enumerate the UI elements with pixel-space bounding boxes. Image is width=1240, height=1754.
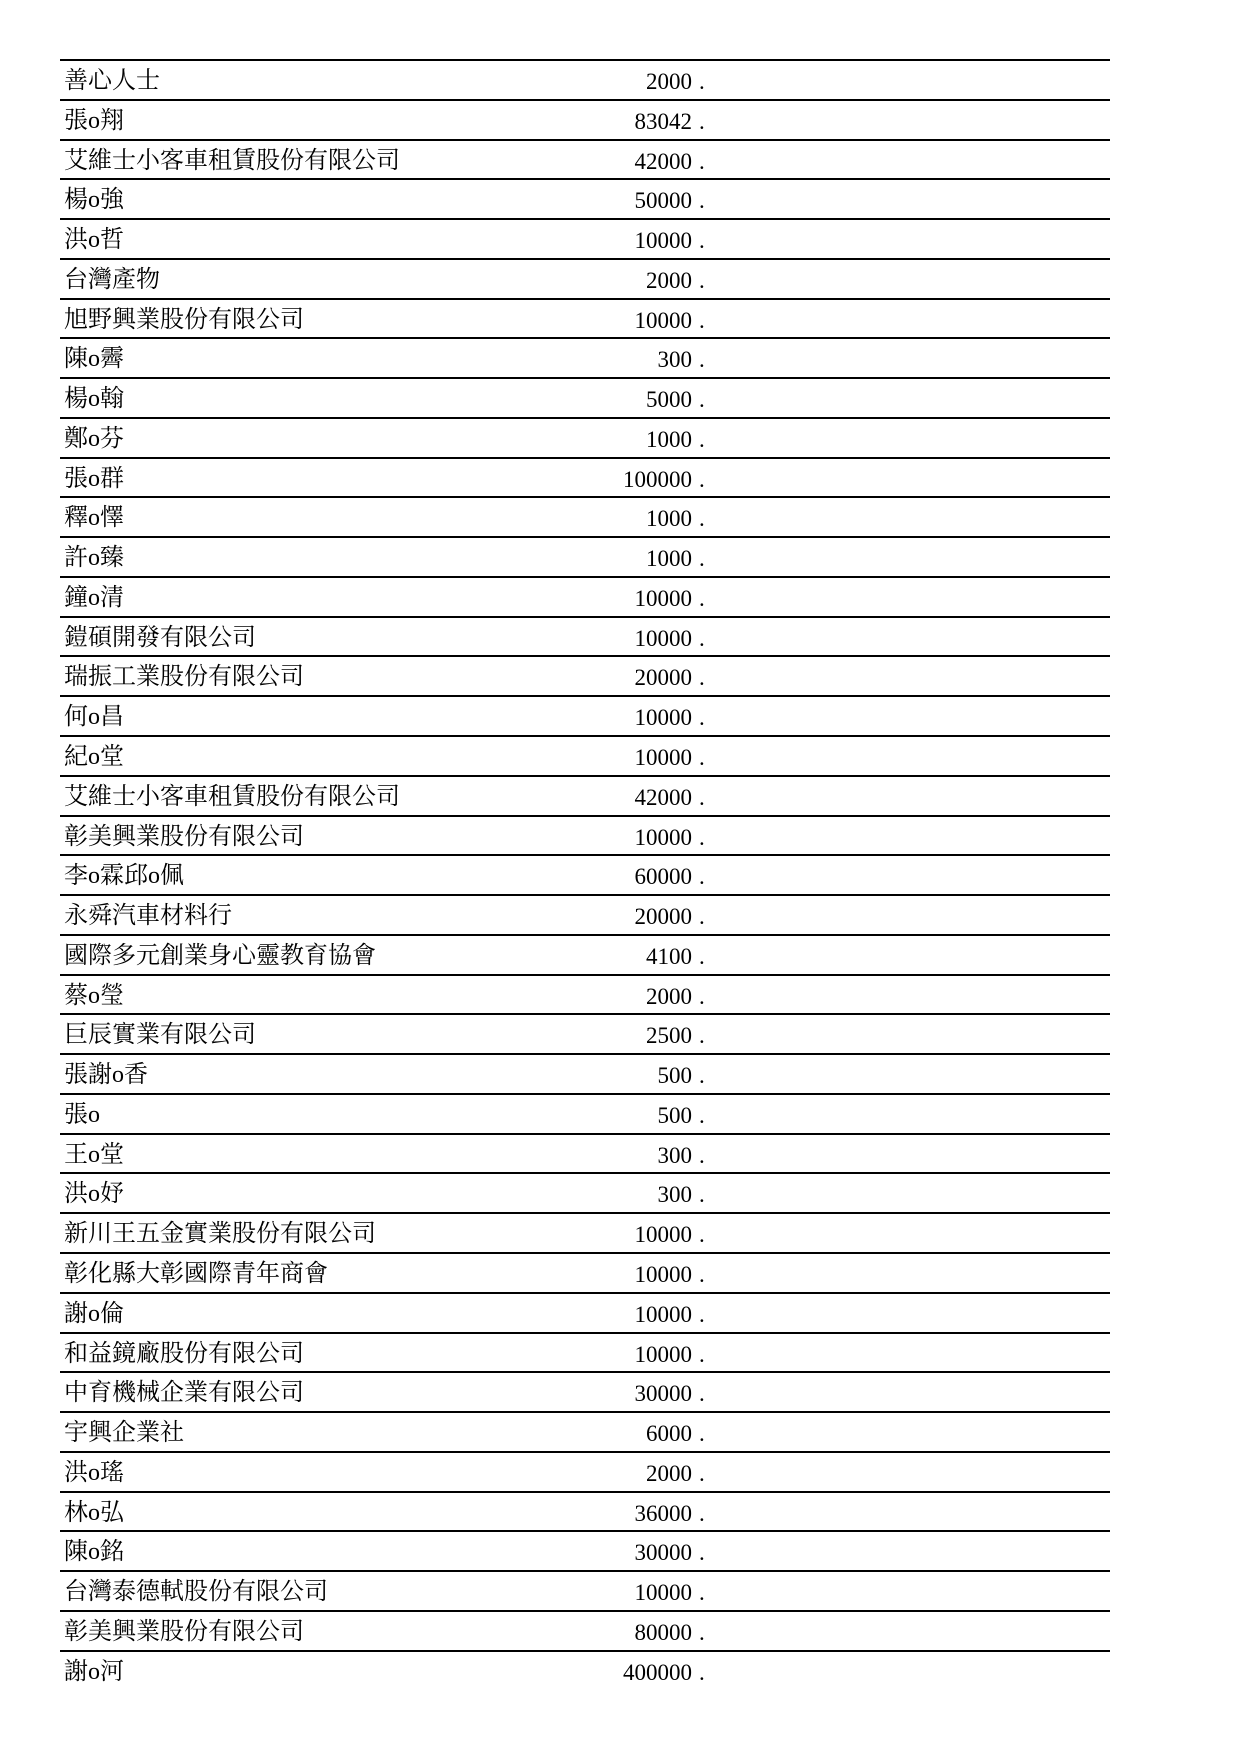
donor-name: 陳o霽 bbox=[64, 346, 124, 373]
donation-amount: 42000 bbox=[634, 148, 692, 174]
donation-amount: 300 bbox=[657, 1182, 692, 1208]
amount-suffix: . bbox=[699, 1500, 705, 1526]
donor-name: 李o霖邱o佩 bbox=[64, 863, 184, 890]
amount-suffix: . bbox=[699, 1102, 705, 1128]
amount-suffix: . bbox=[699, 1619, 705, 1645]
amount-suffix: . bbox=[699, 347, 705, 373]
amount-suffix: . bbox=[699, 546, 705, 572]
donation-row bbox=[60, 775, 1110, 815]
donation-row bbox=[60, 854, 1110, 894]
donation-row bbox=[60, 1610, 1110, 1650]
donor-name: 洪o妤 bbox=[64, 1181, 124, 1208]
donation-list bbox=[60, 59, 1110, 1689]
donor-name: 彰化縣大彰國際青年商會 bbox=[64, 1260, 328, 1287]
donation-amount: 2000 bbox=[646, 1460, 692, 1486]
amount-suffix: . bbox=[699, 705, 705, 731]
donation-amount: 500 bbox=[657, 1063, 692, 1089]
amount-suffix: . bbox=[699, 1261, 705, 1287]
donation-row bbox=[60, 1292, 1110, 1332]
donation-row bbox=[60, 1212, 1110, 1252]
donation-amount: 4100 bbox=[646, 943, 692, 969]
donation-amount: 10000 bbox=[634, 824, 692, 850]
donation-amount: 10000 bbox=[634, 1580, 692, 1606]
amount-suffix: . bbox=[699, 426, 705, 452]
donation-amount: 6000 bbox=[646, 1421, 692, 1447]
amount-suffix: . bbox=[699, 267, 705, 293]
donor-name: 宇興企業社 bbox=[64, 1420, 184, 1447]
donor-name: 張o群 bbox=[64, 465, 124, 492]
donation-amount: 80000 bbox=[634, 1619, 692, 1645]
donation-row bbox=[60, 298, 1110, 338]
donation-amount: 400000 bbox=[623, 1659, 692, 1685]
donation-amount: 10000 bbox=[634, 745, 692, 771]
donor-name: 謝o倫 bbox=[64, 1300, 124, 1327]
donation-row bbox=[60, 576, 1110, 616]
donation-amount: 300 bbox=[657, 347, 692, 373]
donation-row bbox=[60, 1530, 1110, 1570]
donation-amount: 10000 bbox=[634, 1341, 692, 1367]
donation-row bbox=[60, 496, 1110, 536]
donation-row bbox=[60, 1371, 1110, 1411]
donor-name: 許o臻 bbox=[64, 545, 124, 572]
donation-amount: 10000 bbox=[634, 585, 692, 611]
donor-name: 楊o翰 bbox=[64, 386, 124, 413]
donation-row bbox=[60, 1451, 1110, 1491]
amount-suffix: . bbox=[699, 1381, 705, 1407]
amount-suffix: . bbox=[699, 1063, 705, 1089]
donation-amount: 83042 bbox=[634, 108, 692, 134]
donation-amount: 2000 bbox=[646, 983, 692, 1009]
donor-name: 瑞振工業股份有限公司 bbox=[64, 664, 304, 691]
donor-name: 釋o懌 bbox=[64, 505, 124, 532]
donor-name: 洪o瑤 bbox=[64, 1459, 124, 1486]
donation-row bbox=[60, 974, 1110, 1014]
donation-amount: 100000 bbox=[623, 466, 692, 492]
donation-amount: 60000 bbox=[634, 864, 692, 890]
donation-amount: 10000 bbox=[634, 307, 692, 333]
donation-row bbox=[60, 1013, 1110, 1053]
amount-suffix: . bbox=[699, 69, 705, 94]
amount-suffix: . bbox=[699, 625, 705, 651]
donation-amount: 1000 bbox=[646, 426, 692, 452]
amount-suffix: . bbox=[699, 1182, 705, 1208]
amount-suffix: . bbox=[699, 466, 705, 492]
amount-suffix: . bbox=[699, 108, 705, 134]
donor-name: 蔡o瑩 bbox=[64, 982, 124, 1009]
donation-row bbox=[60, 1053, 1110, 1093]
donation-row bbox=[60, 99, 1110, 139]
donor-name: 林o弘 bbox=[64, 1499, 124, 1526]
donation-amount: 2000 bbox=[646, 267, 692, 293]
donation-row bbox=[60, 1332, 1110, 1372]
donation-row bbox=[60, 139, 1110, 179]
donor-name: 台灣產物 bbox=[64, 266, 160, 293]
amount-suffix: . bbox=[699, 188, 705, 214]
donation-amount: 20000 bbox=[634, 904, 692, 930]
donation-row bbox=[60, 1570, 1110, 1610]
donation-row bbox=[60, 735, 1110, 775]
donation-amount: 20000 bbox=[634, 665, 692, 691]
donation-amount: 2000 bbox=[646, 69, 692, 94]
donation-row bbox=[60, 59, 1110, 99]
amount-suffix: . bbox=[699, 904, 705, 930]
donor-name: 張o翔 bbox=[64, 107, 124, 134]
donor-name: 新川王五金實業股份有限公司 bbox=[64, 1221, 376, 1248]
donation-amount: 1000 bbox=[646, 506, 692, 532]
donor-name: 中育機械企業有限公司 bbox=[64, 1380, 304, 1407]
amount-suffix: . bbox=[699, 745, 705, 771]
amount-suffix: . bbox=[699, 983, 705, 1009]
amount-suffix: . bbox=[699, 1023, 705, 1049]
donor-name: 和益鏡廠股份有限公司 bbox=[64, 1340, 304, 1367]
donor-name: 永舜汽車材料行 bbox=[64, 903, 232, 930]
donation-row bbox=[60, 616, 1110, 656]
donation-amount: 10000 bbox=[634, 1222, 692, 1248]
donation-row bbox=[60, 218, 1110, 258]
donor-name: 艾維士小客車租賃股份有限公司 bbox=[64, 147, 400, 174]
donation-amount: 30000 bbox=[634, 1540, 692, 1566]
amount-suffix: . bbox=[699, 864, 705, 890]
donor-name: 巨辰實業有限公司 bbox=[64, 1022, 256, 1049]
donation-row bbox=[60, 1411, 1110, 1451]
donation-amount: 300 bbox=[657, 1142, 692, 1168]
amount-suffix: . bbox=[699, 1540, 705, 1566]
donor-name: 鎧碩開發有限公司 bbox=[64, 624, 256, 651]
donor-name: 善心人士 bbox=[64, 68, 160, 94]
donation-amount: 5000 bbox=[646, 387, 692, 413]
donation-amount: 36000 bbox=[634, 1500, 692, 1526]
amount-suffix: . bbox=[699, 665, 705, 691]
donor-name: 何o昌 bbox=[64, 704, 124, 731]
donation-row bbox=[60, 894, 1110, 934]
donor-name: 陳o銘 bbox=[64, 1539, 124, 1566]
amount-suffix: . bbox=[699, 943, 705, 969]
donation-row bbox=[60, 1133, 1110, 1173]
amount-suffix: . bbox=[699, 307, 705, 333]
amount-suffix: . bbox=[699, 1460, 705, 1486]
donation-row bbox=[60, 1172, 1110, 1212]
amount-suffix: . bbox=[699, 824, 705, 850]
donation-row bbox=[60, 1252, 1110, 1292]
donor-name: 紀o堂 bbox=[64, 744, 124, 771]
donor-name: 洪o哲 bbox=[64, 227, 124, 254]
donor-name: 張謝o香 bbox=[64, 1062, 148, 1089]
donation-row bbox=[60, 417, 1110, 457]
donor-name: 彰美興業股份有限公司 bbox=[64, 1618, 304, 1645]
donation-row bbox=[60, 1650, 1110, 1690]
donation-amount: 10000 bbox=[634, 625, 692, 651]
donation-row bbox=[60, 934, 1110, 974]
donor-name: 鄭o芬 bbox=[64, 425, 124, 452]
donation-amount: 10000 bbox=[634, 1261, 692, 1287]
donation-row bbox=[60, 258, 1110, 298]
amount-suffix: . bbox=[699, 1659, 705, 1685]
donor-name: 台灣泰德軾股份有限公司 bbox=[64, 1579, 328, 1606]
donation-amount: 1000 bbox=[646, 546, 692, 572]
donation-row bbox=[60, 377, 1110, 417]
amount-suffix: . bbox=[699, 585, 705, 611]
donation-amount: 42000 bbox=[634, 784, 692, 810]
donation-row bbox=[60, 536, 1110, 576]
donation-row bbox=[60, 1491, 1110, 1531]
donor-name: 國際多元創業身心靈教育協會 bbox=[64, 942, 376, 969]
donation-row bbox=[60, 815, 1110, 855]
donation-row bbox=[60, 457, 1110, 497]
donation-amount: 30000 bbox=[634, 1381, 692, 1407]
amount-suffix: . bbox=[699, 506, 705, 532]
donor-name: 張o bbox=[64, 1101, 100, 1128]
amount-suffix: . bbox=[699, 1222, 705, 1248]
amount-suffix: . bbox=[699, 1301, 705, 1327]
donation-row bbox=[60, 178, 1110, 218]
donor-name: 鐘o清 bbox=[64, 584, 124, 611]
amount-suffix: . bbox=[699, 148, 705, 174]
donor-name: 艾維士小客車租賃股份有限公司 bbox=[64, 783, 400, 810]
donation-row bbox=[60, 655, 1110, 695]
amount-suffix: . bbox=[699, 1142, 705, 1168]
donation-amount: 50000 bbox=[634, 188, 692, 214]
donor-name: 楊o強 bbox=[64, 187, 124, 214]
donor-name: 旭野興業股份有限公司 bbox=[64, 306, 304, 333]
donation-amount: 10000 bbox=[634, 1301, 692, 1327]
donation-row bbox=[60, 695, 1110, 735]
donation-amount: 2500 bbox=[646, 1023, 692, 1049]
amount-suffix: . bbox=[699, 1580, 705, 1606]
donation-row bbox=[60, 1093, 1110, 1133]
amount-suffix: . bbox=[699, 387, 705, 413]
amount-suffix: . bbox=[699, 784, 705, 810]
donor-name: 王o堂 bbox=[64, 1141, 124, 1168]
donor-name: 謝o河 bbox=[64, 1658, 124, 1685]
donation-amount: 500 bbox=[657, 1102, 692, 1128]
amount-suffix: . bbox=[699, 228, 705, 254]
amount-suffix: . bbox=[699, 1341, 705, 1367]
amount-suffix: . bbox=[699, 1421, 705, 1447]
donation-row bbox=[60, 337, 1110, 377]
donor-name: 彰美興業股份有限公司 bbox=[64, 823, 304, 850]
donation-amount: 10000 bbox=[634, 705, 692, 731]
donation-amount: 10000 bbox=[634, 228, 692, 254]
